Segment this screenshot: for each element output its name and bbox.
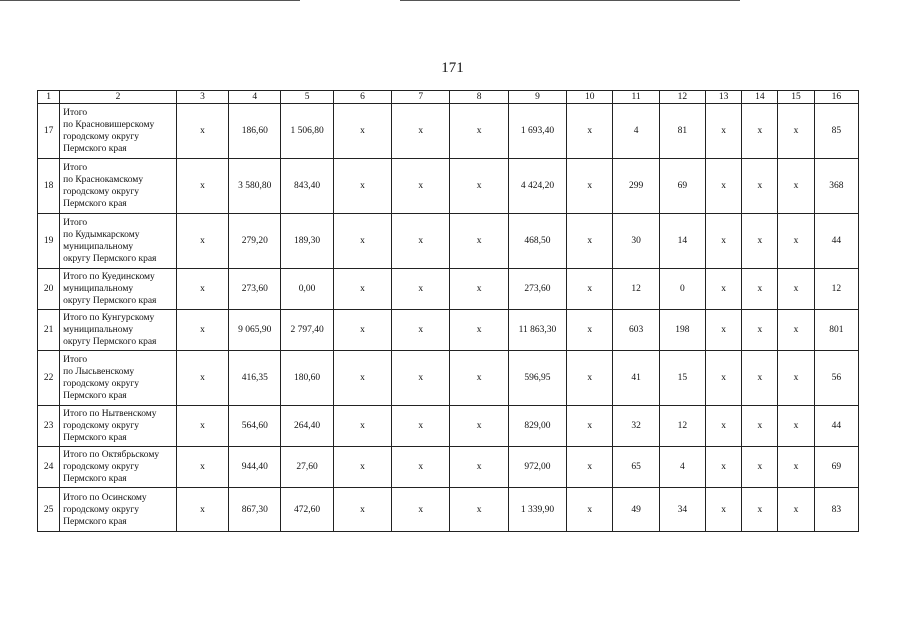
cell-c9: 1 693,40 bbox=[508, 104, 566, 159]
cell-c16: 368 bbox=[814, 159, 858, 214]
cell-c5: 180,60 bbox=[281, 351, 333, 406]
cell-c9: 11 863,30 bbox=[508, 310, 566, 351]
name-line: округу Пермского края bbox=[63, 337, 157, 347]
cell-c11: 12 bbox=[613, 269, 659, 310]
cell-c15: х bbox=[778, 488, 814, 532]
table-row bbox=[38, 351, 859, 406]
name-line: городскому округу bbox=[63, 379, 140, 389]
name-line: Итого по Октябрьскому bbox=[63, 450, 160, 460]
name-line: Пермского края bbox=[63, 199, 127, 209]
cell-c16: 44 bbox=[814, 406, 858, 447]
name-line: по Красновишерскому bbox=[63, 120, 155, 130]
cell-c8: х bbox=[450, 447, 508, 488]
cell-c12: 14 bbox=[659, 214, 705, 269]
name-line: Итого bbox=[63, 355, 88, 365]
cell-c14: х bbox=[742, 488, 778, 532]
cell-c13: х bbox=[705, 406, 741, 447]
cell-c11: 32 bbox=[613, 406, 659, 447]
name-line: Итого по Нытвенскому bbox=[63, 409, 157, 419]
row-number: 20 bbox=[38, 269, 60, 310]
cell-c5: 264,40 bbox=[281, 406, 333, 447]
cell-c5: 1 506,80 bbox=[281, 104, 333, 159]
cell-c12: 15 bbox=[659, 351, 705, 406]
cell-c14: х bbox=[742, 104, 778, 159]
page-number: 171 bbox=[441, 60, 464, 76]
cell-c10: х bbox=[567, 310, 613, 351]
cell-c15: х bbox=[778, 447, 814, 488]
scan-rule-left bbox=[0, 0, 300, 1]
column-header: 4 bbox=[229, 91, 281, 104]
cell-c6: х bbox=[333, 159, 391, 214]
data-table bbox=[37, 90, 859, 532]
name-line: Пермского края bbox=[63, 516, 127, 527]
cell-c4: 944,40 bbox=[229, 447, 281, 488]
name-line: Итого по Осинскому bbox=[63, 492, 147, 503]
column-header: 1 bbox=[38, 91, 60, 104]
name-line: Пермского края bbox=[63, 391, 127, 401]
municipality-name bbox=[60, 269, 177, 310]
cell-c6: х bbox=[333, 406, 391, 447]
row-number: 19 bbox=[38, 214, 60, 269]
cell-c6: х bbox=[333, 488, 391, 532]
name-line: Пермского края bbox=[63, 474, 127, 484]
name-line: Пермского края bbox=[63, 144, 127, 154]
cell-c16: 83 bbox=[814, 488, 858, 532]
table-row bbox=[38, 214, 859, 269]
cell-c8: х bbox=[450, 351, 508, 406]
cell-c4: 9 065,90 bbox=[229, 310, 281, 351]
row-number: 23 bbox=[38, 406, 60, 447]
cell-c4: 564,60 bbox=[229, 406, 281, 447]
cell-c10: х bbox=[567, 214, 613, 269]
name-line: городскому округу bbox=[63, 132, 140, 142]
cell-c9: 273,60 bbox=[508, 269, 566, 310]
column-header: 14 bbox=[742, 91, 778, 104]
cell-c14: х bbox=[742, 159, 778, 214]
header-row bbox=[38, 91, 859, 104]
column-header: 12 bbox=[659, 91, 705, 104]
cell-c11: 299 bbox=[613, 159, 659, 214]
municipality-name bbox=[60, 406, 177, 447]
name-line: городскому округу bbox=[63, 462, 140, 472]
cell-c11: 65 bbox=[613, 447, 659, 488]
name-line: Итого bbox=[63, 163, 88, 173]
cell-c5: 0,00 bbox=[281, 269, 333, 310]
municipality-name bbox=[60, 104, 177, 159]
cell-c3: х bbox=[176, 406, 228, 447]
row-number: 21 bbox=[38, 310, 60, 351]
cell-c12: 4 bbox=[659, 447, 705, 488]
cell-c16: 801 bbox=[814, 310, 858, 351]
cell-c13: х bbox=[705, 104, 741, 159]
column-header: 9 bbox=[508, 91, 566, 104]
cell-c12: 198 bbox=[659, 310, 705, 351]
cell-c6: х bbox=[333, 447, 391, 488]
row-number: 22 bbox=[38, 351, 60, 406]
cell-c13: х bbox=[705, 159, 741, 214]
cell-c5: 843,40 bbox=[281, 159, 333, 214]
cell-c8: х bbox=[450, 269, 508, 310]
cell-c10: х bbox=[567, 104, 613, 159]
cell-c8: х bbox=[450, 310, 508, 351]
cell-c4: 279,20 bbox=[229, 214, 281, 269]
cell-c3: х bbox=[176, 104, 228, 159]
cell-c3: х bbox=[176, 159, 228, 214]
cell-c7: х bbox=[392, 214, 450, 269]
cell-c8: х bbox=[450, 214, 508, 269]
cell-c8: х bbox=[450, 159, 508, 214]
cell-c6: х bbox=[333, 214, 391, 269]
cell-c15: х bbox=[778, 159, 814, 214]
cell-c4: 186,60 bbox=[229, 104, 281, 159]
row-number: 17 bbox=[38, 104, 60, 159]
cell-c6: х bbox=[333, 351, 391, 406]
cell-c8: х bbox=[450, 488, 508, 532]
cell-c5: 189,30 bbox=[281, 214, 333, 269]
cell-c3: х bbox=[176, 269, 228, 310]
cell-c4: 867,30 bbox=[229, 488, 281, 532]
cell-c7: х bbox=[392, 351, 450, 406]
table-row bbox=[38, 104, 859, 159]
cell-c7: х bbox=[392, 406, 450, 447]
cell-c11: 49 bbox=[613, 488, 659, 532]
name-line: муниципальному bbox=[63, 242, 134, 252]
scan-rule-right bbox=[400, 0, 740, 1]
column-header: 5 bbox=[281, 91, 333, 104]
cell-c14: х bbox=[742, 214, 778, 269]
name-line: муниципальному bbox=[63, 325, 134, 335]
cell-c3: х bbox=[176, 351, 228, 406]
cell-c14: х bbox=[742, 447, 778, 488]
cell-c6: х bbox=[333, 310, 391, 351]
cell-c11: 41 bbox=[613, 351, 659, 406]
row-number: 18 bbox=[38, 159, 60, 214]
cell-c13: х bbox=[705, 351, 741, 406]
cell-c13: х bbox=[705, 269, 741, 310]
cell-c10: х bbox=[567, 447, 613, 488]
table-row bbox=[38, 488, 859, 532]
cell-c3: х bbox=[176, 214, 228, 269]
cell-c15: х bbox=[778, 104, 814, 159]
cell-c5: 2 797,40 bbox=[281, 310, 333, 351]
cell-c7: х bbox=[392, 310, 450, 351]
cell-c3: х bbox=[176, 488, 228, 532]
cell-c9: 972,00 bbox=[508, 447, 566, 488]
cell-c16: 44 bbox=[814, 214, 858, 269]
cell-c16: 69 bbox=[814, 447, 858, 488]
cell-c15: х bbox=[778, 310, 814, 351]
column-header: 8 bbox=[450, 91, 508, 104]
name-line: по Лысьвенскому bbox=[63, 367, 135, 377]
name-line: Итого bbox=[63, 108, 88, 118]
table-row bbox=[38, 406, 859, 447]
cell-c3: х bbox=[176, 310, 228, 351]
cell-c12: 69 bbox=[659, 159, 705, 214]
cell-c9: 4 424,20 bbox=[508, 159, 566, 214]
cell-c6: х bbox=[333, 104, 391, 159]
cell-c13: х bbox=[705, 488, 741, 532]
cell-c7: х bbox=[392, 104, 450, 159]
table-row bbox=[38, 310, 859, 351]
cell-c5: 27,60 bbox=[281, 447, 333, 488]
cell-c16: 56 bbox=[814, 351, 858, 406]
name-line: по Краснокамскому bbox=[63, 175, 144, 185]
cell-c7: х bbox=[392, 269, 450, 310]
cell-c12: 81 bbox=[659, 104, 705, 159]
column-header: 13 bbox=[705, 91, 741, 104]
cell-c11: 603 bbox=[613, 310, 659, 351]
name-line: городскому округу bbox=[63, 421, 140, 431]
cell-c15: х bbox=[778, 269, 814, 310]
cell-c5: 472,60 bbox=[281, 488, 333, 532]
municipality-name bbox=[60, 488, 177, 532]
name-line: городскому округу bbox=[63, 504, 140, 515]
name-line: городскому округу bbox=[63, 187, 140, 197]
cell-c13: х bbox=[705, 310, 741, 351]
municipality-name bbox=[60, 447, 177, 488]
cell-c10: х bbox=[567, 488, 613, 532]
cell-c3: х bbox=[176, 447, 228, 488]
cell-c16: 85 bbox=[814, 104, 858, 159]
column-header: 10 bbox=[567, 91, 613, 104]
column-header: 16 bbox=[814, 91, 858, 104]
name-line: Итого по Куединскому bbox=[63, 272, 155, 282]
name-line: Итого по Кунгурскому bbox=[63, 313, 155, 323]
cell-c9: 468,50 bbox=[508, 214, 566, 269]
cell-c9: 596,95 bbox=[508, 351, 566, 406]
cell-c7: х bbox=[392, 488, 450, 532]
column-header: 15 bbox=[778, 91, 814, 104]
table-row bbox=[38, 447, 859, 488]
cell-c12: 34 bbox=[659, 488, 705, 532]
cell-c14: х bbox=[742, 351, 778, 406]
row-number: 25 bbox=[38, 488, 60, 532]
cell-c15: х bbox=[778, 214, 814, 269]
cell-c10: х bbox=[567, 406, 613, 447]
cell-c15: х bbox=[778, 406, 814, 447]
column-header: 11 bbox=[613, 91, 659, 104]
name-line: Итого bbox=[63, 218, 88, 228]
cell-c13: х bbox=[705, 214, 741, 269]
column-header: 6 bbox=[333, 91, 391, 104]
municipality-name bbox=[60, 214, 177, 269]
cell-c15: х bbox=[778, 351, 814, 406]
cell-c9: 829,00 bbox=[508, 406, 566, 447]
cell-c8: х bbox=[450, 406, 508, 447]
cell-c4: 273,60 bbox=[229, 269, 281, 310]
cell-c14: х bbox=[742, 269, 778, 310]
table-row bbox=[38, 269, 859, 310]
column-header: 2 bbox=[60, 91, 177, 104]
cell-c9: 1 339,90 bbox=[508, 488, 566, 532]
municipality-name bbox=[60, 159, 177, 214]
name-line: Пермского края bbox=[63, 433, 127, 443]
cell-c14: х bbox=[742, 406, 778, 447]
cell-c7: х bbox=[392, 447, 450, 488]
cell-c10: х bbox=[567, 159, 613, 214]
cell-c12: 12 bbox=[659, 406, 705, 447]
column-header: 7 bbox=[392, 91, 450, 104]
municipality-name bbox=[60, 351, 177, 406]
cell-c8: х bbox=[450, 104, 508, 159]
cell-c4: 3 580,80 bbox=[229, 159, 281, 214]
cell-c7: х bbox=[392, 159, 450, 214]
cell-c13: х bbox=[705, 447, 741, 488]
municipality-name bbox=[60, 310, 177, 351]
name-line: округу Пермского края bbox=[63, 296, 157, 306]
cell-c6: х bbox=[333, 269, 391, 310]
name-line: муниципальному bbox=[63, 284, 134, 294]
name-line: округу Пермского края bbox=[63, 254, 157, 264]
cell-c12: 0 bbox=[659, 269, 705, 310]
row-number: 24 bbox=[38, 447, 60, 488]
cell-c16: 12 bbox=[814, 269, 858, 310]
name-line: по Кудымкарскому bbox=[63, 230, 140, 240]
column-header: 3 bbox=[176, 91, 228, 104]
table-row bbox=[38, 159, 859, 214]
cell-c11: 30 bbox=[613, 214, 659, 269]
cell-c14: х bbox=[742, 310, 778, 351]
cell-c10: х bbox=[567, 269, 613, 310]
cell-c11: 4 bbox=[613, 104, 659, 159]
cell-c4: 416,35 bbox=[229, 351, 281, 406]
cell-c10: х bbox=[567, 351, 613, 406]
